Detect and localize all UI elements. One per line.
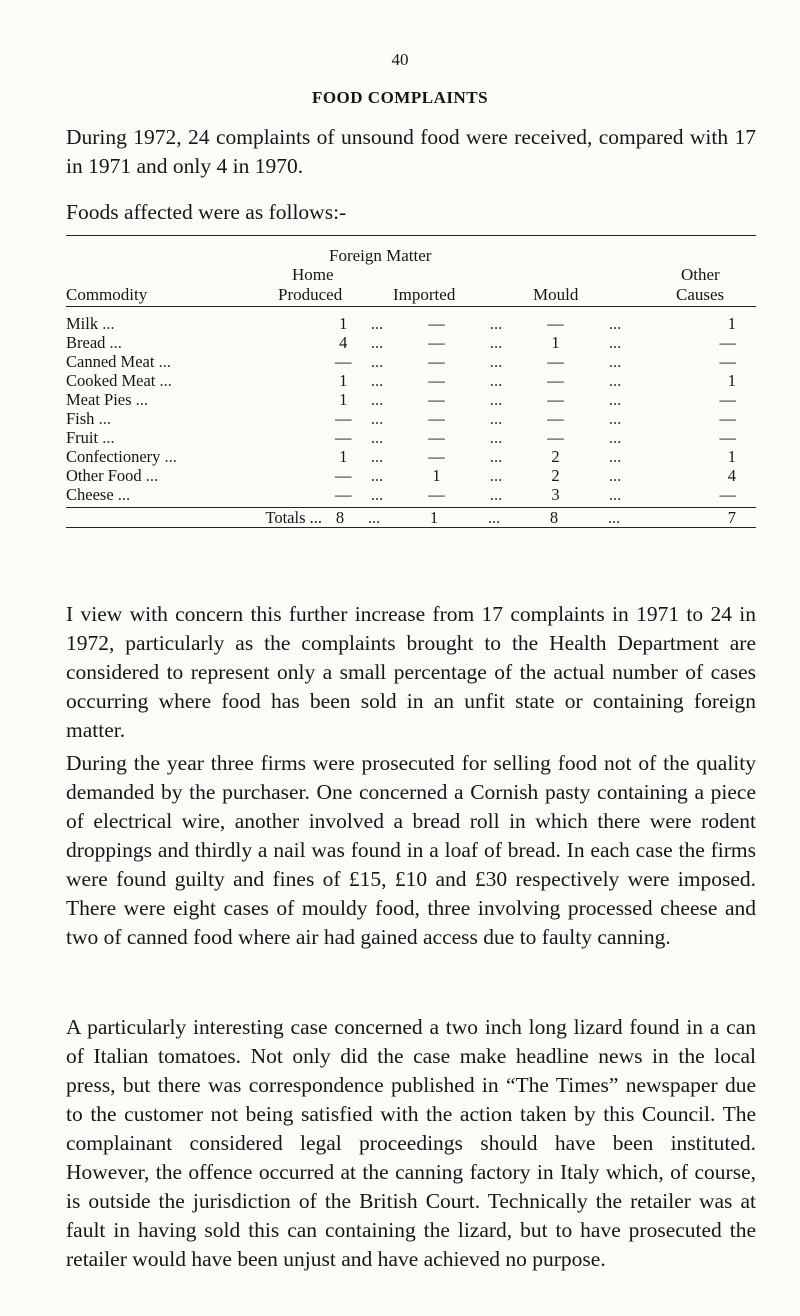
- table-row: [66, 314, 756, 333]
- table-row: [66, 447, 756, 466]
- separator: ...: [608, 333, 622, 352]
- commodity-label: Canned Meat: [66, 352, 155, 371]
- separator: ...: [489, 314, 503, 333]
- mould-count: 3: [551, 485, 560, 504]
- table-totals: [66, 508, 756, 527]
- commodity-name: [66, 314, 329, 333]
- header-commodity: Commodity: [66, 285, 148, 304]
- separator: ...: [608, 390, 622, 409]
- home-produced-count: —: [335, 352, 352, 371]
- commodity-name: [66, 371, 329, 390]
- separator: ...: [608, 314, 622, 333]
- separator: ...: [608, 485, 622, 504]
- commodity-label: Cheese: [66, 485, 114, 504]
- separator: ...: [370, 485, 384, 504]
- other-causes-count: 1: [727, 447, 736, 466]
- totals-row: [66, 508, 756, 527]
- separator: ...: [489, 409, 503, 428]
- home-produced-count: —: [335, 466, 352, 485]
- commodity-name: [66, 447, 329, 466]
- leader-dots: ...: [158, 352, 171, 371]
- commodity-name: [66, 466, 329, 485]
- home-produced-count: —: [335, 485, 352, 504]
- other-causes-count: —: [719, 352, 736, 371]
- commodity-name: [66, 333, 329, 352]
- mould-count: —: [547, 314, 564, 333]
- imported-count: —: [428, 447, 445, 466]
- other-causes-count: 1: [727, 314, 736, 333]
- header-mould: Mould: [533, 285, 579, 304]
- totals-imported: 1: [429, 508, 439, 527]
- table-row: [66, 371, 756, 390]
- other-causes-count: —: [719, 390, 736, 409]
- leader-dots: ...: [102, 428, 115, 447]
- separator: ...: [608, 447, 622, 466]
- imported-count: —: [428, 371, 445, 390]
- mould-count: —: [547, 371, 564, 390]
- separator: ...: [370, 314, 384, 333]
- separator: ...: [608, 371, 622, 390]
- table-row: [66, 466, 756, 485]
- mould-count: —: [547, 390, 564, 409]
- commodity-label: Fish: [66, 409, 95, 428]
- separator: ...: [489, 371, 503, 390]
- foods-affected-label: Foods affected were as follows:-: [66, 200, 347, 224]
- separator: ...: [608, 428, 622, 447]
- other-causes-count: —: [719, 428, 736, 447]
- home-produced-count: —: [335, 409, 352, 428]
- separator: ...: [370, 333, 384, 352]
- commodity-label: Meat Pies: [66, 390, 132, 409]
- imported-count: —: [428, 485, 445, 504]
- header-other: Other: [681, 265, 720, 284]
- mould-count: —: [547, 428, 564, 447]
- intro-paragraph: During 1972, 24 complaints of unsound food were received, compared with 17 in 1971 and only 4 in 1970.: [66, 125, 756, 178]
- page-number: 40: [391, 50, 409, 69]
- mould-count: 2: [551, 466, 560, 485]
- separator: ...: [489, 390, 503, 409]
- separator: ...: [370, 352, 384, 371]
- other-causes-count: 4: [727, 466, 736, 485]
- other-causes-count: —: [719, 333, 736, 352]
- header-causes: Causes: [676, 285, 725, 304]
- totals-mould: 8: [549, 508, 559, 527]
- home-produced-count: 1: [339, 371, 348, 390]
- table-row: [66, 485, 756, 504]
- imported-count: —: [428, 314, 445, 333]
- leader-dots: ...: [135, 390, 149, 409]
- commodity-label: Cooked Meat: [66, 371, 156, 390]
- separator: ...: [608, 409, 622, 428]
- paragraph-prosecutions: During the year three firms were prosecuted for selling food not of the quality demanded by the purchaser. One concerned a Cornish pasty containing a piece of electrical wire, another involved a bread roll in which there were rodent droppings and thirdly a nail was found in a loaf of bread. In each case the firms were found guilty and fines of £15, £10 and £30 respectively were imposed. There were eight cases of mouldy food, three involving processed cheese and two of canned food where air had gained access due to faulty canning.: [66, 751, 756, 949]
- separator: ...: [370, 447, 384, 466]
- home-produced-count: 1: [339, 314, 348, 333]
- paragraph-lizard-case: A particularly interesting case concerned a two inch long lizard found in a can of Italian tomatoes. Not only did the case make headline news in the local press, but there was correspondence published in “The Times” newspaper due to the customer not being satisfied with the action taken by this Council. The complainant considered legal proceedings should have been instituted. However, the offence occurred at the canning factory in Italy which, of course, is outside the jurisdiction of the British Court. Technically the retailer was at fault in having sold this can containing the lizard, but to have prosecuted the retailer would have been unjust and have achieved no purpose.: [66, 1015, 756, 1271]
- separator: ...: [487, 508, 501, 527]
- header-imported: Imported: [393, 285, 456, 304]
- header-foreign-matter: Foreign Matter: [329, 246, 432, 265]
- separator: ...: [608, 466, 622, 485]
- imported-count: —: [428, 352, 445, 371]
- other-causes-count: —: [719, 409, 736, 428]
- commodity-label: Milk: [66, 314, 99, 333]
- imported-count: —: [428, 333, 445, 352]
- header-produced: Produced: [278, 285, 343, 304]
- table-bottom-rule: [66, 527, 756, 528]
- imported-count: 1: [432, 466, 441, 485]
- commodity-label: Fruit: [66, 428, 99, 447]
- commodity-label: Bread: [66, 333, 106, 352]
- separator: ...: [489, 333, 503, 352]
- separator: ...: [489, 485, 503, 504]
- leader-dots: ...: [159, 371, 172, 390]
- commodity-label: Confectionery: [66, 447, 161, 466]
- totals-label: Totals ...: [265, 508, 322, 527]
- imported-count: —: [428, 428, 445, 447]
- separator: ...: [489, 447, 503, 466]
- totals-home: 8: [335, 508, 345, 527]
- commodity-name: [66, 409, 329, 428]
- imported-count: —: [428, 390, 445, 409]
- separator: ...: [607, 508, 621, 527]
- mould-count: 1: [551, 333, 560, 352]
- separator: ...: [370, 371, 384, 390]
- home-produced-count: 1: [339, 447, 348, 466]
- separator: ...: [367, 508, 381, 527]
- table-row: [66, 390, 756, 409]
- imported-count: —: [428, 409, 445, 428]
- other-causes-count: 1: [727, 371, 736, 390]
- paragraph-concern: I view with concern this further increase from 17 complaints in 1971 to 24 in 1972, particularly as the complaints brought to the Health Department are considered to represent only a small percentage of the actual number of cases occurring where food has been sold in an unfit state or containing foreign matter.: [66, 602, 756, 742]
- table-row: [66, 352, 756, 371]
- leader-dots: ...: [102, 314, 115, 333]
- other-causes-count: —: [719, 485, 736, 504]
- table-row: [66, 333, 756, 352]
- commodity-name: [66, 485, 329, 504]
- page-heading: FOOD COMPLAINTS: [311, 88, 489, 107]
- commodity-name: [66, 390, 329, 409]
- mould-count: —: [547, 409, 564, 428]
- home-produced-count: —: [335, 428, 352, 447]
- separator: ...: [608, 352, 622, 371]
- leader-dots: ...: [145, 466, 159, 485]
- separator: ...: [489, 466, 503, 485]
- table-row: [66, 428, 756, 447]
- table-row: [66, 409, 756, 428]
- separator: ...: [489, 352, 503, 371]
- mould-count: —: [547, 352, 564, 371]
- complaints-table: [66, 235, 756, 528]
- separator: ...: [370, 428, 384, 447]
- separator: ...: [370, 390, 384, 409]
- home-produced-count: 4: [339, 333, 348, 352]
- commodity-name: [66, 428, 329, 447]
- commodity-label: Other Food: [66, 466, 142, 485]
- commodity-name: [66, 352, 329, 371]
- leader-dots: ...: [109, 333, 122, 352]
- separator: ...: [370, 409, 384, 428]
- leader-dots: ...: [164, 447, 177, 466]
- separator: ...: [370, 466, 384, 485]
- separator: ...: [489, 428, 503, 447]
- home-produced-count: 1: [339, 390, 348, 409]
- leader-dots: ...: [117, 485, 131, 504]
- totals-other: 7: [727, 508, 736, 527]
- table-header: [66, 236, 756, 306]
- mould-count: 2: [551, 447, 560, 466]
- header-home: Home: [292, 265, 334, 284]
- table-body: [66, 314, 756, 504]
- leader-dots: ...: [98, 409, 111, 428]
